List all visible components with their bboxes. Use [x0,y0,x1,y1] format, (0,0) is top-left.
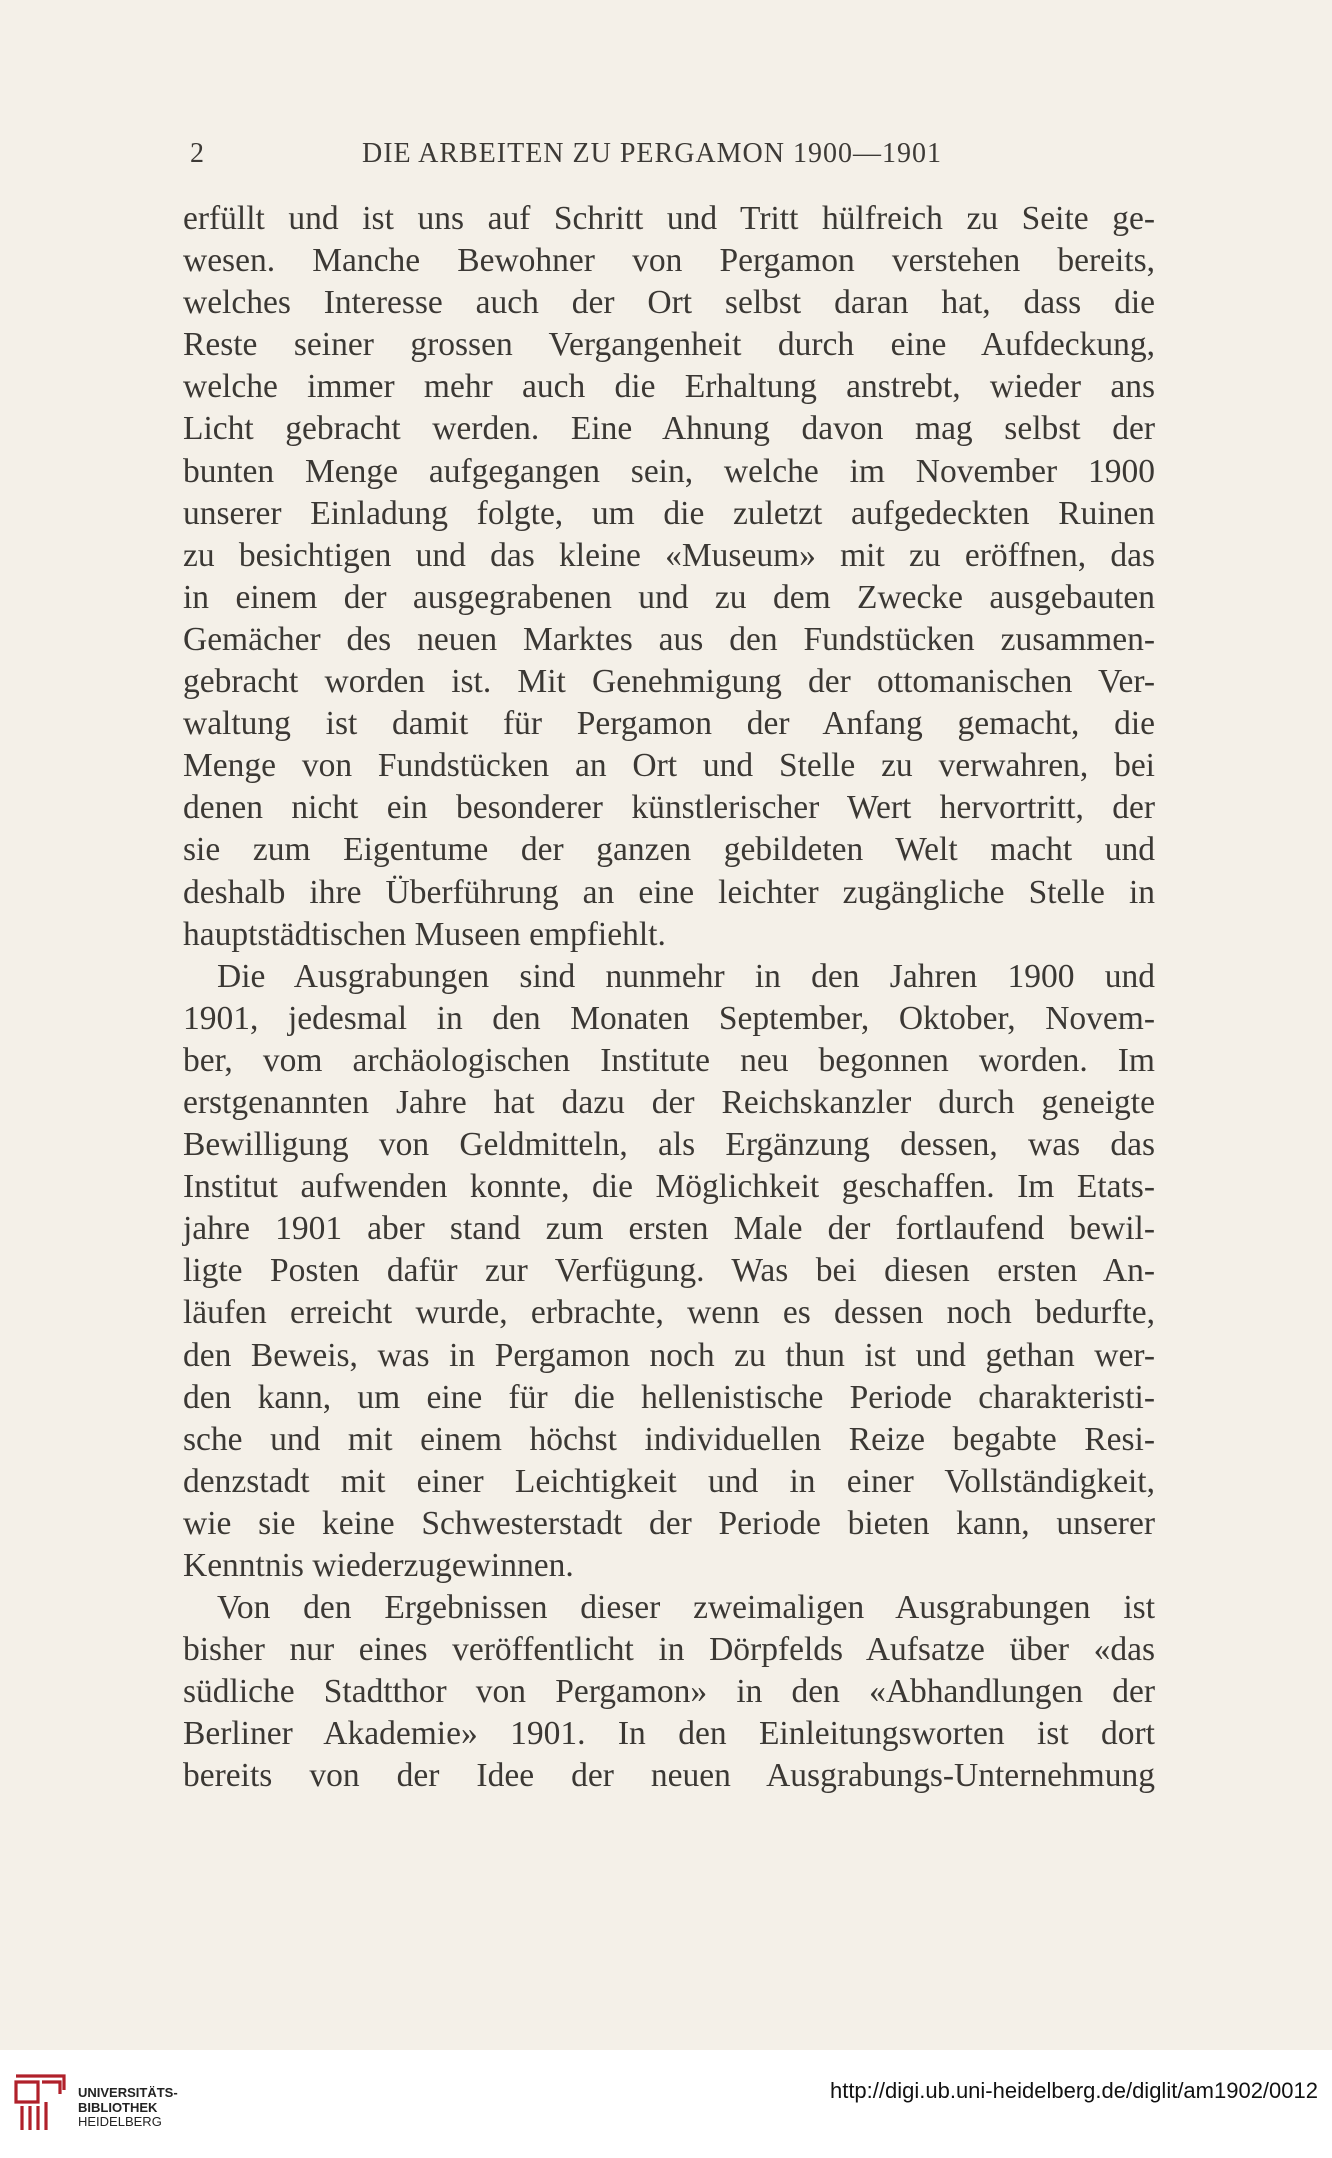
text-line: erstgenannten Jahre hat dazu der Reichskanzler durch geneigte [183,1083,1155,1121]
text-line: Die Ausgrabungen sind nunmehr in den Jahren 1900 und [217,957,1155,995]
text-line: sche und mit einem höchst individuellen Reize begabte Resi- [183,1420,1155,1458]
text-line: zu besichtigen und das kleine «Museum» mit zu eröffnen, das [183,536,1155,574]
text-line: Bewilligung von Geldmitteln, als Ergänzung dessen, was das [183,1126,1155,1164]
text-line: erfüllt und ist uns auf Schritt und Tritt hülfreich zu Seite ge- [183,200,1155,237]
text-line: bereits von der Idee der neuen Ausgrabungs-Unternehmung [183,1757,1155,1795]
text-line: denzstadt mit einer Leichtigkeit und in einer Vollständigkeit, [183,1462,1155,1500]
library-name [78,2086,178,2130]
text-line: läufen erreicht wurde, erbrachte, wenn es dessen noch bedurfte, [183,1294,1155,1332]
page-number: 2 [190,138,205,169]
text-line: welche immer mehr auch die Erhaltung anstrebt, wieder ans [183,368,1155,406]
text-line: welches Interesse auch der Ort selbst daran hat, dass die [183,284,1155,322]
text-line: Gemächer des neuen Marktes aus den Fundstücken zusammen- [183,620,1155,658]
library-name-line: UNIVERSITÄTS- [78,2085,178,2100]
library-name-line: HEIDELBERG [78,2114,162,2129]
text-line: in einem der ausgegrabenen und zu dem Zwecke ausgebauten [183,578,1155,616]
text-line: den Beweis, was in Pergamon noch zu thun ist und gethan wer- [183,1336,1155,1374]
text-line: bisher nur eines veröffentlicht in Dörpfelds Aufsatze über «das [183,1631,1155,1669]
text-line: 1901, jedesmal in den Monaten September, Oktober, Novem- [183,999,1155,1037]
text-line: gebracht worden ist. Mit Genehmigung der ottomanischen Ver- [183,663,1155,701]
text-line: Licht gebracht werden. Eine Ahnung davon mag selbst der [183,410,1155,448]
text-line: Reste seiner grossen Vergangenheit durch eine Aufdeckung, [183,326,1155,364]
library-name-line: BIBLIOTHEK [78,2099,158,2115]
text-line: jahre 1901 aber stand zum ersten Male der fortlaufend bewil- [183,1210,1155,1248]
text-line: Berliner Akademie» 1901. In den Einleitungsworten ist dort [183,1715,1155,1753]
text-line: unserer Einladung folgte, um die zuletzt aufgedeckten Ruinen [183,494,1155,532]
body-text [183,198,1155,1798]
text-line: sie zum Eigentume der ganzen gebildeten Welt macht und [183,831,1155,869]
text-line: südliche Stadtthor von Pergamon» in den «Abhandlungen der [183,1673,1155,1711]
text-line: wesen. Manche Bewohner von Pergamon verstehen bereits, [183,242,1155,280]
text-line: den kann, um eine für die hellenistische Periode charakteristi- [183,1378,1155,1416]
text-line: hauptstädtischen Museen empfiehlt. [183,915,666,953]
text-line: bunten Menge aufgegangen sein, welche im November 1900 [183,452,1155,490]
running-title: DIE ARBEITEN ZU PERGAMON 1900—1901 [362,138,942,169]
library-logo-icon [12,2072,70,2136]
text-line: Von den Ergebnissen dieser zweimaligen Ausgrabungen ist [217,1589,1155,1627]
text-line: ligte Posten dafür zur Verfügung. Was bei diesen ersten An- [183,1252,1155,1290]
text-line: wie sie keine Schwesterstadt der Periode bieten kann, unserer [183,1504,1155,1542]
text-line: waltung ist damit für Pergamon der Anfang gemacht, die [183,705,1155,743]
text-line: Institut aufwenden konnte, die Möglichkeit geschaffen. Im Etats- [183,1168,1155,1206]
viewer-footer [0,2050,1332,2158]
text-line: Kenntnis wiederzugewinnen. [183,1547,574,1584]
text-line: ber, vom archäologischen Institute neu begonnen worden. Im [183,1041,1155,1079]
running-head [190,138,986,178]
text-line: denen nicht ein besonderer künstlerischer Wert hervortritt, der [183,789,1155,827]
text-line: Menge von Fundstücken an Ort und Stelle zu verwahren, bei [183,747,1155,785]
permalink-url[interactable]: http://digi.ub.uni-heidelberg.de/diglit/am1902/0012 [829,2078,1318,2103]
text-line: deshalb ihre Überführung an eine leichter zugängliche Stelle in [183,873,1155,911]
